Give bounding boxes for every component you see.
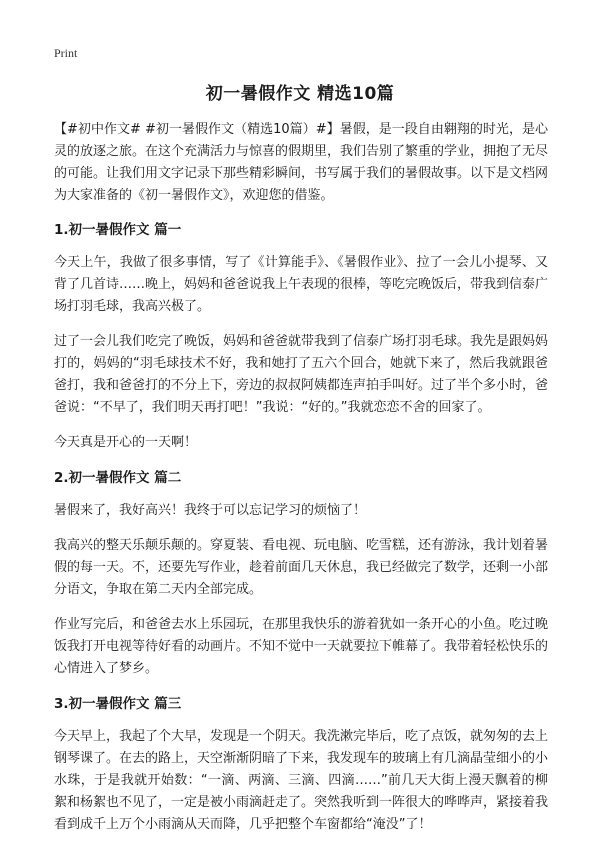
section-paragraph: 暑假来了，我好高兴！我终于可以忘记学习的烦恼了！ (54, 503, 367, 518)
document-body (54, 119, 548, 849)
section-paragraph: 我高兴的整天乐颠乐颠的。穿夏装、看电视、玩电脑、吃雪糕，还有游泳，我计划着暑假的每一天。不，还要先写作业，趁着前面几天休息，我已经做完了数学，还剩一小部分语文，争取在第二天内全部完成。 (54, 538, 549, 597)
section-1 (54, 219, 548, 454)
intro-paragraph: 【#初中作文# #初一暑假作文（精选10篇）#】暑假，是一段自由翱翔的时光，是心灵的放逐之旅。在这个充满活力与惊喜的假期里，我们告别了繁重的学业，拥抱了无尽的可能。让我们用文字记录下那些精彩瞬间，书写属于我们的暑假故事。以下是文档网为大家准备的《初一暑假作文》，欢迎您的借鉴。 (54, 122, 549, 203)
document-title: 初一暑假作文 精选10篇 (205, 84, 395, 104)
section-paragraph: 今天上午，我做了很多事情，写了《计算能手》、《暑假作业》、拉了一会儿小提琴、又背了几首诗……晚上，妈妈和爸爸说我上午表现的很棒，等吃完晚饭后，带我到信泰广场打羽毛球，我高兴极了。 (54, 255, 549, 314)
section-paragraph: 作业写完后，和爸爸去水上乐园玩，在那里我快乐的游着犹如一条开心的小鱼。吃过晚饭我打开电视等待好看的动画片。不知不觉中一天就要拉下帷幕了。我带着轻松快乐的心情进入了梦乡。 (54, 617, 549, 676)
section-3 (54, 693, 548, 836)
section-2 (54, 467, 548, 680)
section-heading: 1.初一暑假作文 篇一 (54, 222, 182, 238)
section-paragraph: 过了一会儿我们吃完了晚饭，妈妈和爸爸就带我到了信泰广场打羽毛球。我先是跟妈妈打的，妈妈的“羽毛球技术不好，我和她打了五六个回合，她就下来了，然后我就跟爸爸打，我和爸爸打的不分上下，旁边的叔叔阿姨都连声拍手叫好。过了半个多小时，爸爸说：“不早了，我们明天再打吧！”我说：“好的。”我就恋恋不舍的回家了。 (54, 334, 549, 415)
section-heading: 2.初一暑假作文 篇二 (54, 470, 182, 486)
section-heading: 3.初一暑假作文 篇三 (54, 696, 182, 712)
section-paragraph: 今天真是开心的一天啊！ (54, 435, 198, 450)
print-label: Print (54, 46, 78, 60)
section-paragraph: 今天早上，我起了个大早，发现是一个阴天。我洗漱完毕后，吃了点饭，就匆匆的去上钢琴课了。在去的路上，天空渐渐阴暗了下来，我发现车的玻璃上有几滴晶莹细小的小水珠，于是我就开始数：“一滴、两滴、三滴、四滴……”前几天大街上漫天飘着的柳絮和杨絮也不见了，一定是被小雨滴赶走了。突然我听到一阵很大的哗哗声，紧接着我看到成千上万个小雨滴从天而降，几乎把整个车窗都给“淹没”了！ (54, 729, 549, 832)
